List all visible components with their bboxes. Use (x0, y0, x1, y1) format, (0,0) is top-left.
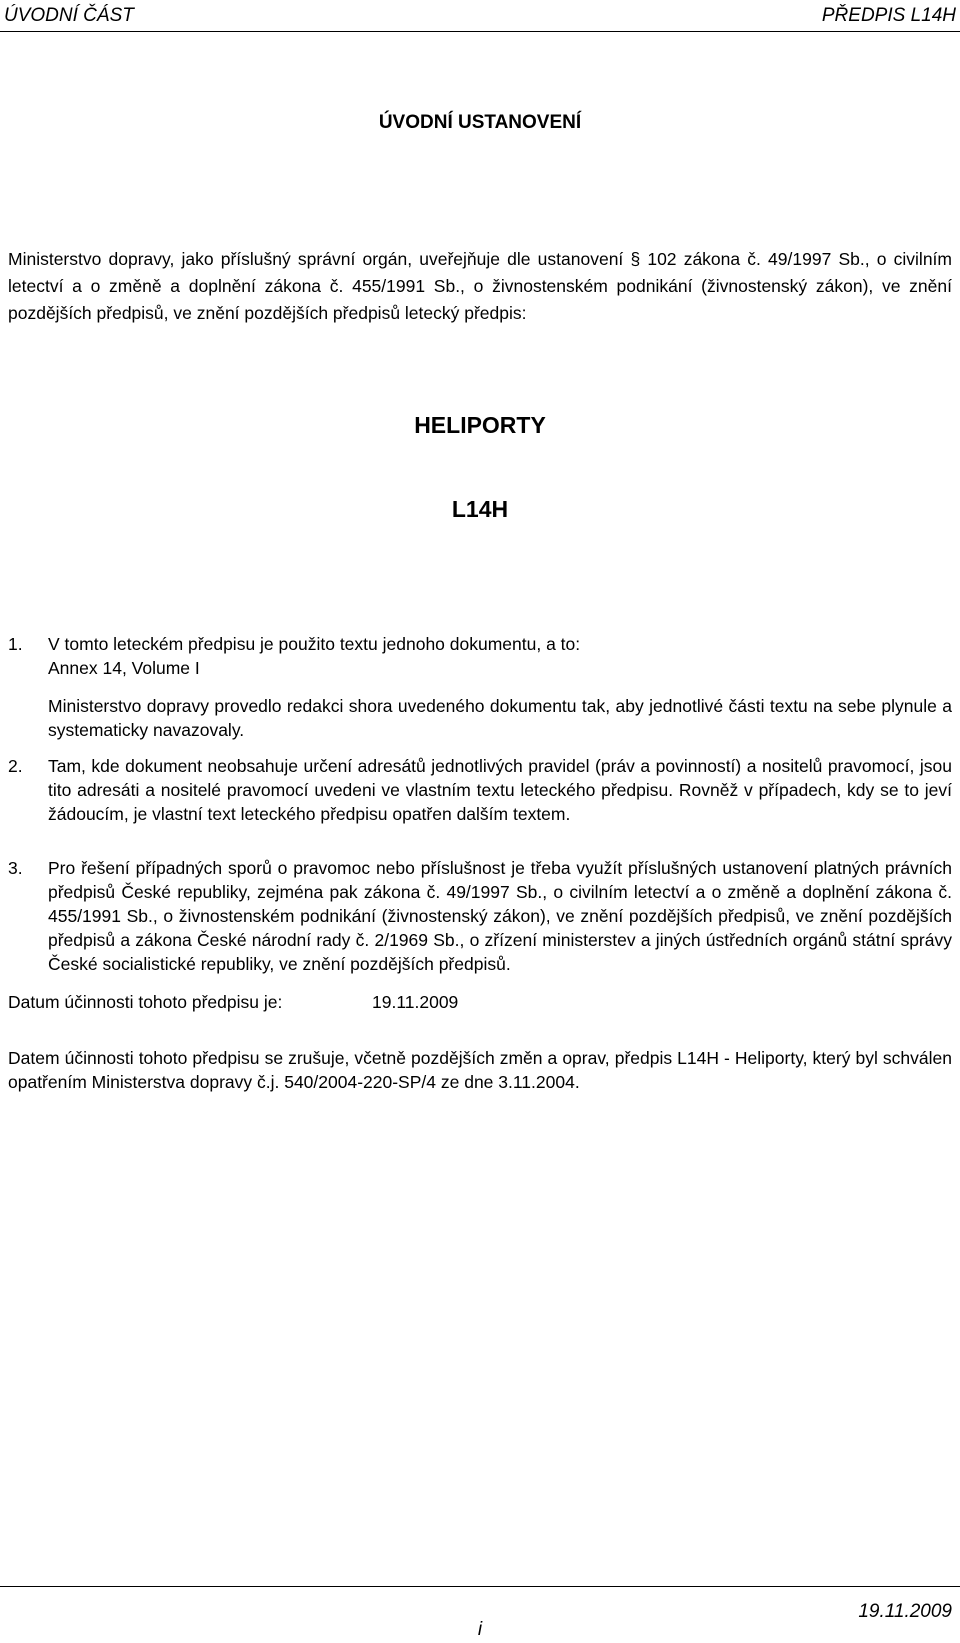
effective-date-line (8, 990, 952, 1014)
header-section-name: ÚVODNÍ ČÁST (4, 5, 134, 26)
page-header (0, 0, 960, 32)
item-2 (8, 754, 952, 826)
item-1-note: Ministerstvo dopravy provedlo redakci shora uvedeného dokumentu tak, aby jednotlivé části textu na sebe plynule a systematicky navazovaly. (48, 696, 952, 740)
repeal-paragraph: Datem účinnosti tohoto předpisu se zrušuje, včetně pozdějších změn a oprav, předpis L14H - Heliporty, který byl schválen opatřením Ministerstva dopravy č.j. 540/2004-220-SP/4 ze dne 3.11.2004. (8, 1048, 952, 1092)
section-title: ÚVODNÍ USTANOVENÍ (378, 112, 582, 133)
item-3-text: Pro řešení případných sporů o pravomoc nebo příslušnost je třeba využít příslušných ustanovení platných právních předpisů České republiky, zejména pak zákona č. 49/1997 Sb., o civilním letectví a o změně a doplnění zákona č. 455/1991 Sb., o živnostenském podnikání (živnostenský zákon), ve znění pozdějších předpisů, ve znění pozdějších předpisů a zákona České národní rady č. 2/1969 Sb., o zřízení ministerstev a jiných ústředních orgánů státní správy České socialistické republiky, ve znění pozdějších předpisů. (48, 858, 952, 974)
item-1-number: 1. (8, 634, 23, 654)
document-code: L14H (451, 496, 509, 522)
item-2-number: 2. (8, 756, 23, 776)
item-1-text: V tomto leteckém předpisu je použito textu jednoho dokumentu, a to: (48, 634, 581, 654)
page-footer (0, 1586, 960, 1643)
item-3-number: 3. (8, 858, 23, 878)
item-2-text: Tam, kde dokument neobsahuje určení adresátů jednotlivých pravidel (práv a povinností) a nositelů pravomocí, jsou tito adresáti a nositelé pravomocí uvedeni ve vlastním textu leteckého předpisu. Rovněž v případech, kdy se to jeví žádoucím, je vlastní text leteckého předpisu opatřen dalším textem. (48, 756, 952, 824)
item-1-source: Annex 14, Volume I (48, 658, 200, 678)
intro-paragraph: Ministerstvo dopravy, jako příslušný správní orgán, uveřejňuje dle ustanovení § 102 zákona č. 49/1997 Sb., o civilním letectví a o změně a doplnění zákona č. 455/1991 Sb., o živnostenském podnikání (živnostenský zákon), ve znění pozdějších předpisů, ve znění pozdějších předpisů letecký předpis: (8, 249, 952, 323)
effective-date-label: Datum účinnosti tohoto předpisu je: (8, 992, 283, 1012)
document-title: HELIPORTY (414, 412, 546, 438)
header-regulation-code: PŘEDPIS L14H (821, 5, 956, 26)
footer-date: 19.11.2009 (858, 1601, 952, 1622)
item-3 (8, 856, 952, 976)
item-1 (8, 632, 952, 680)
effective-date-value: 19.11.2009 (372, 992, 459, 1012)
page-number: i (477, 1619, 483, 1640)
